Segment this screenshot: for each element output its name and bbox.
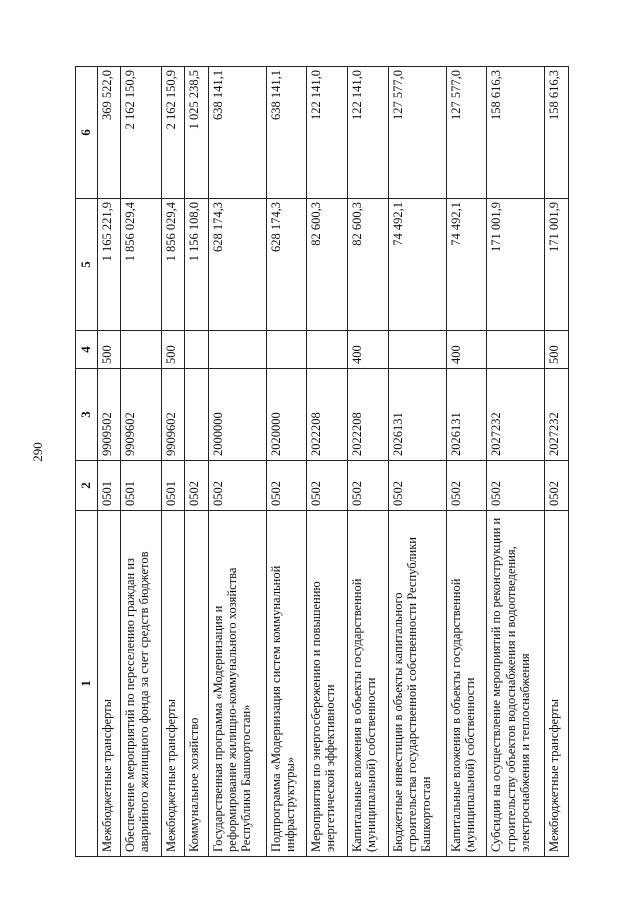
cell-description: Межбюджетные трансферты <box>161 511 184 857</box>
cell-expense-type <box>487 331 545 369</box>
cell-target-code: 2000000 <box>208 369 266 461</box>
cell-amount-year-2: 122 141,0 <box>307 67 348 199</box>
header-col-3: 3 <box>76 369 98 461</box>
table-row <box>161 67 184 857</box>
cell-expense-type <box>388 331 446 369</box>
table-row <box>307 67 348 857</box>
cell-amount-year-2: 638 141,1 <box>208 67 266 199</box>
cell-expense-type: 500 <box>161 331 184 369</box>
cell-target-code: 2027232 <box>545 369 569 461</box>
table-row <box>348 67 389 857</box>
cell-expense-type: 400 <box>348 331 389 369</box>
cell-amount-year-1: 74 492,1 <box>446 199 487 331</box>
cell-amount-year-1: 628 174,3 <box>208 199 266 331</box>
header-col-1: 1 <box>76 511 98 857</box>
cell-amount-year-1: 1 856 029,4 <box>161 199 184 331</box>
cell-section-code: 0502 <box>208 461 266 511</box>
cell-amount-year-2: 158 616,3 <box>545 67 569 199</box>
table-row <box>208 67 266 857</box>
cell-target-code <box>185 369 208 461</box>
cell-description: Мероприятия по энергосбережению и повышению энергетической эффективности <box>307 511 348 857</box>
cell-expense-type <box>121 331 162 369</box>
cell-target-code: 9909602 <box>161 369 184 461</box>
cell-amount-year-2: 1 025 238,5 <box>185 67 208 199</box>
cell-amount-year-1: 82 600,3 <box>307 199 348 331</box>
cell-section-code: 0501 <box>121 461 162 511</box>
cell-section-code: 0502 <box>545 461 569 511</box>
cell-target-code: 2020000 <box>266 369 307 461</box>
table-row <box>97 67 120 857</box>
header-row <box>76 67 98 857</box>
table-row <box>388 67 446 857</box>
table-body <box>97 67 568 857</box>
cell-section-code: 0502 <box>266 461 307 511</box>
cell-section-code: 0501 <box>161 461 184 511</box>
cell-amount-year-2: 122 141,0 <box>348 67 389 199</box>
cell-description: Капитальные вложения в объекты государственной (муниципальной) собственности <box>446 511 487 857</box>
cell-description: Субсидии на осуществление мероприятий по реконструкции и строительству объектов водоснабжения и водоотведения, электроснабжения и теплоснабжения <box>487 511 545 857</box>
cell-description: Капитальные вложения в объекты государственной (муниципальной) собственности <box>348 511 389 857</box>
cell-description: Межбюджетные трансферты <box>545 511 569 857</box>
cell-amount-year-2: 127 577,0 <box>446 67 487 199</box>
header-col-2: 2 <box>76 461 98 511</box>
cell-target-code: 2022208 <box>348 369 389 461</box>
cell-amount-year-1: 74 492,1 <box>388 199 446 331</box>
budget-table-container <box>75 67 569 857</box>
table-row <box>545 67 569 857</box>
table-row <box>266 67 307 857</box>
cell-description: Подпрограмма «Модернизация систем коммунальной инфраструктуры» <box>266 511 307 857</box>
table-header <box>76 67 98 857</box>
cell-section-code: 0502 <box>388 461 446 511</box>
cell-amount-year-1: 1 165 221,9 <box>97 199 120 331</box>
cell-amount-year-1: 171 001,9 <box>487 199 545 331</box>
cell-target-code: 9909602 <box>121 369 162 461</box>
cell-section-code: 0502 <box>185 461 208 511</box>
cell-expense-type: 400 <box>446 331 487 369</box>
cell-expense-type <box>208 331 266 369</box>
cell-amount-year-2: 2 162 150,9 <box>121 67 162 199</box>
page-number: 290 <box>30 442 45 462</box>
table-row <box>487 67 545 857</box>
cell-amount-year-2: 369 522,0 <box>97 67 120 199</box>
cell-amount-year-1: 171 001,9 <box>545 199 569 331</box>
cell-expense-type <box>307 331 348 369</box>
cell-description: Обеспечение мероприятий по переселению граждан из аварийного жилищного фонда за счет средств бюджетов <box>121 511 162 857</box>
cell-section-code: 0501 <box>97 461 120 511</box>
cell-target-code: 2022208 <box>307 369 348 461</box>
table-row <box>185 67 208 857</box>
cell-amount-year-2: 2 162 150,9 <box>161 67 184 199</box>
cell-amount-year-1: 1 856 029,4 <box>121 199 162 331</box>
cell-amount-year-1: 628 174,3 <box>266 199 307 331</box>
cell-expense-type: 500 <box>97 331 120 369</box>
header-col-6: 6 <box>76 67 98 199</box>
cell-amount-year-2: 158 616,3 <box>487 67 545 199</box>
header-col-5: 5 <box>76 199 98 331</box>
cell-section-code: 0502 <box>446 461 487 511</box>
cell-description: Бюджетные инвестиции в объекты капитального строительства государственной собственности Республики Башкортостан <box>388 511 446 857</box>
cell-amount-year-2: 638 141,1 <box>266 67 307 199</box>
cell-description: Межбюджетные трансферты <box>97 511 120 857</box>
header-col-4: 4 <box>76 331 98 369</box>
cell-amount-year-1: 82 600,3 <box>348 199 389 331</box>
table-row <box>446 67 487 857</box>
budget-table <box>75 66 569 857</box>
cell-section-code: 0502 <box>307 461 348 511</box>
cell-amount-year-2: 127 577,0 <box>388 67 446 199</box>
table-row <box>121 67 162 857</box>
cell-target-code: 2027232 <box>487 369 545 461</box>
cell-amount-year-1: 1 156 108,0 <box>185 199 208 331</box>
cell-expense-type: 500 <box>545 331 569 369</box>
cell-target-code: 9909502 <box>97 369 120 461</box>
cell-expense-type <box>266 331 307 369</box>
cell-target-code: 2026131 <box>388 369 446 461</box>
cell-description: Государственная программа «Модернизация и реформирование жилищно-коммунального хозяйства Республики Башкортостан» <box>208 511 266 857</box>
cell-section-code: 0502 <box>348 461 389 511</box>
cell-description: Коммунальное хозяйство <box>185 511 208 857</box>
cell-target-code: 2026131 <box>446 369 487 461</box>
cell-section-code: 0502 <box>487 461 545 511</box>
cell-expense-type <box>185 331 208 369</box>
